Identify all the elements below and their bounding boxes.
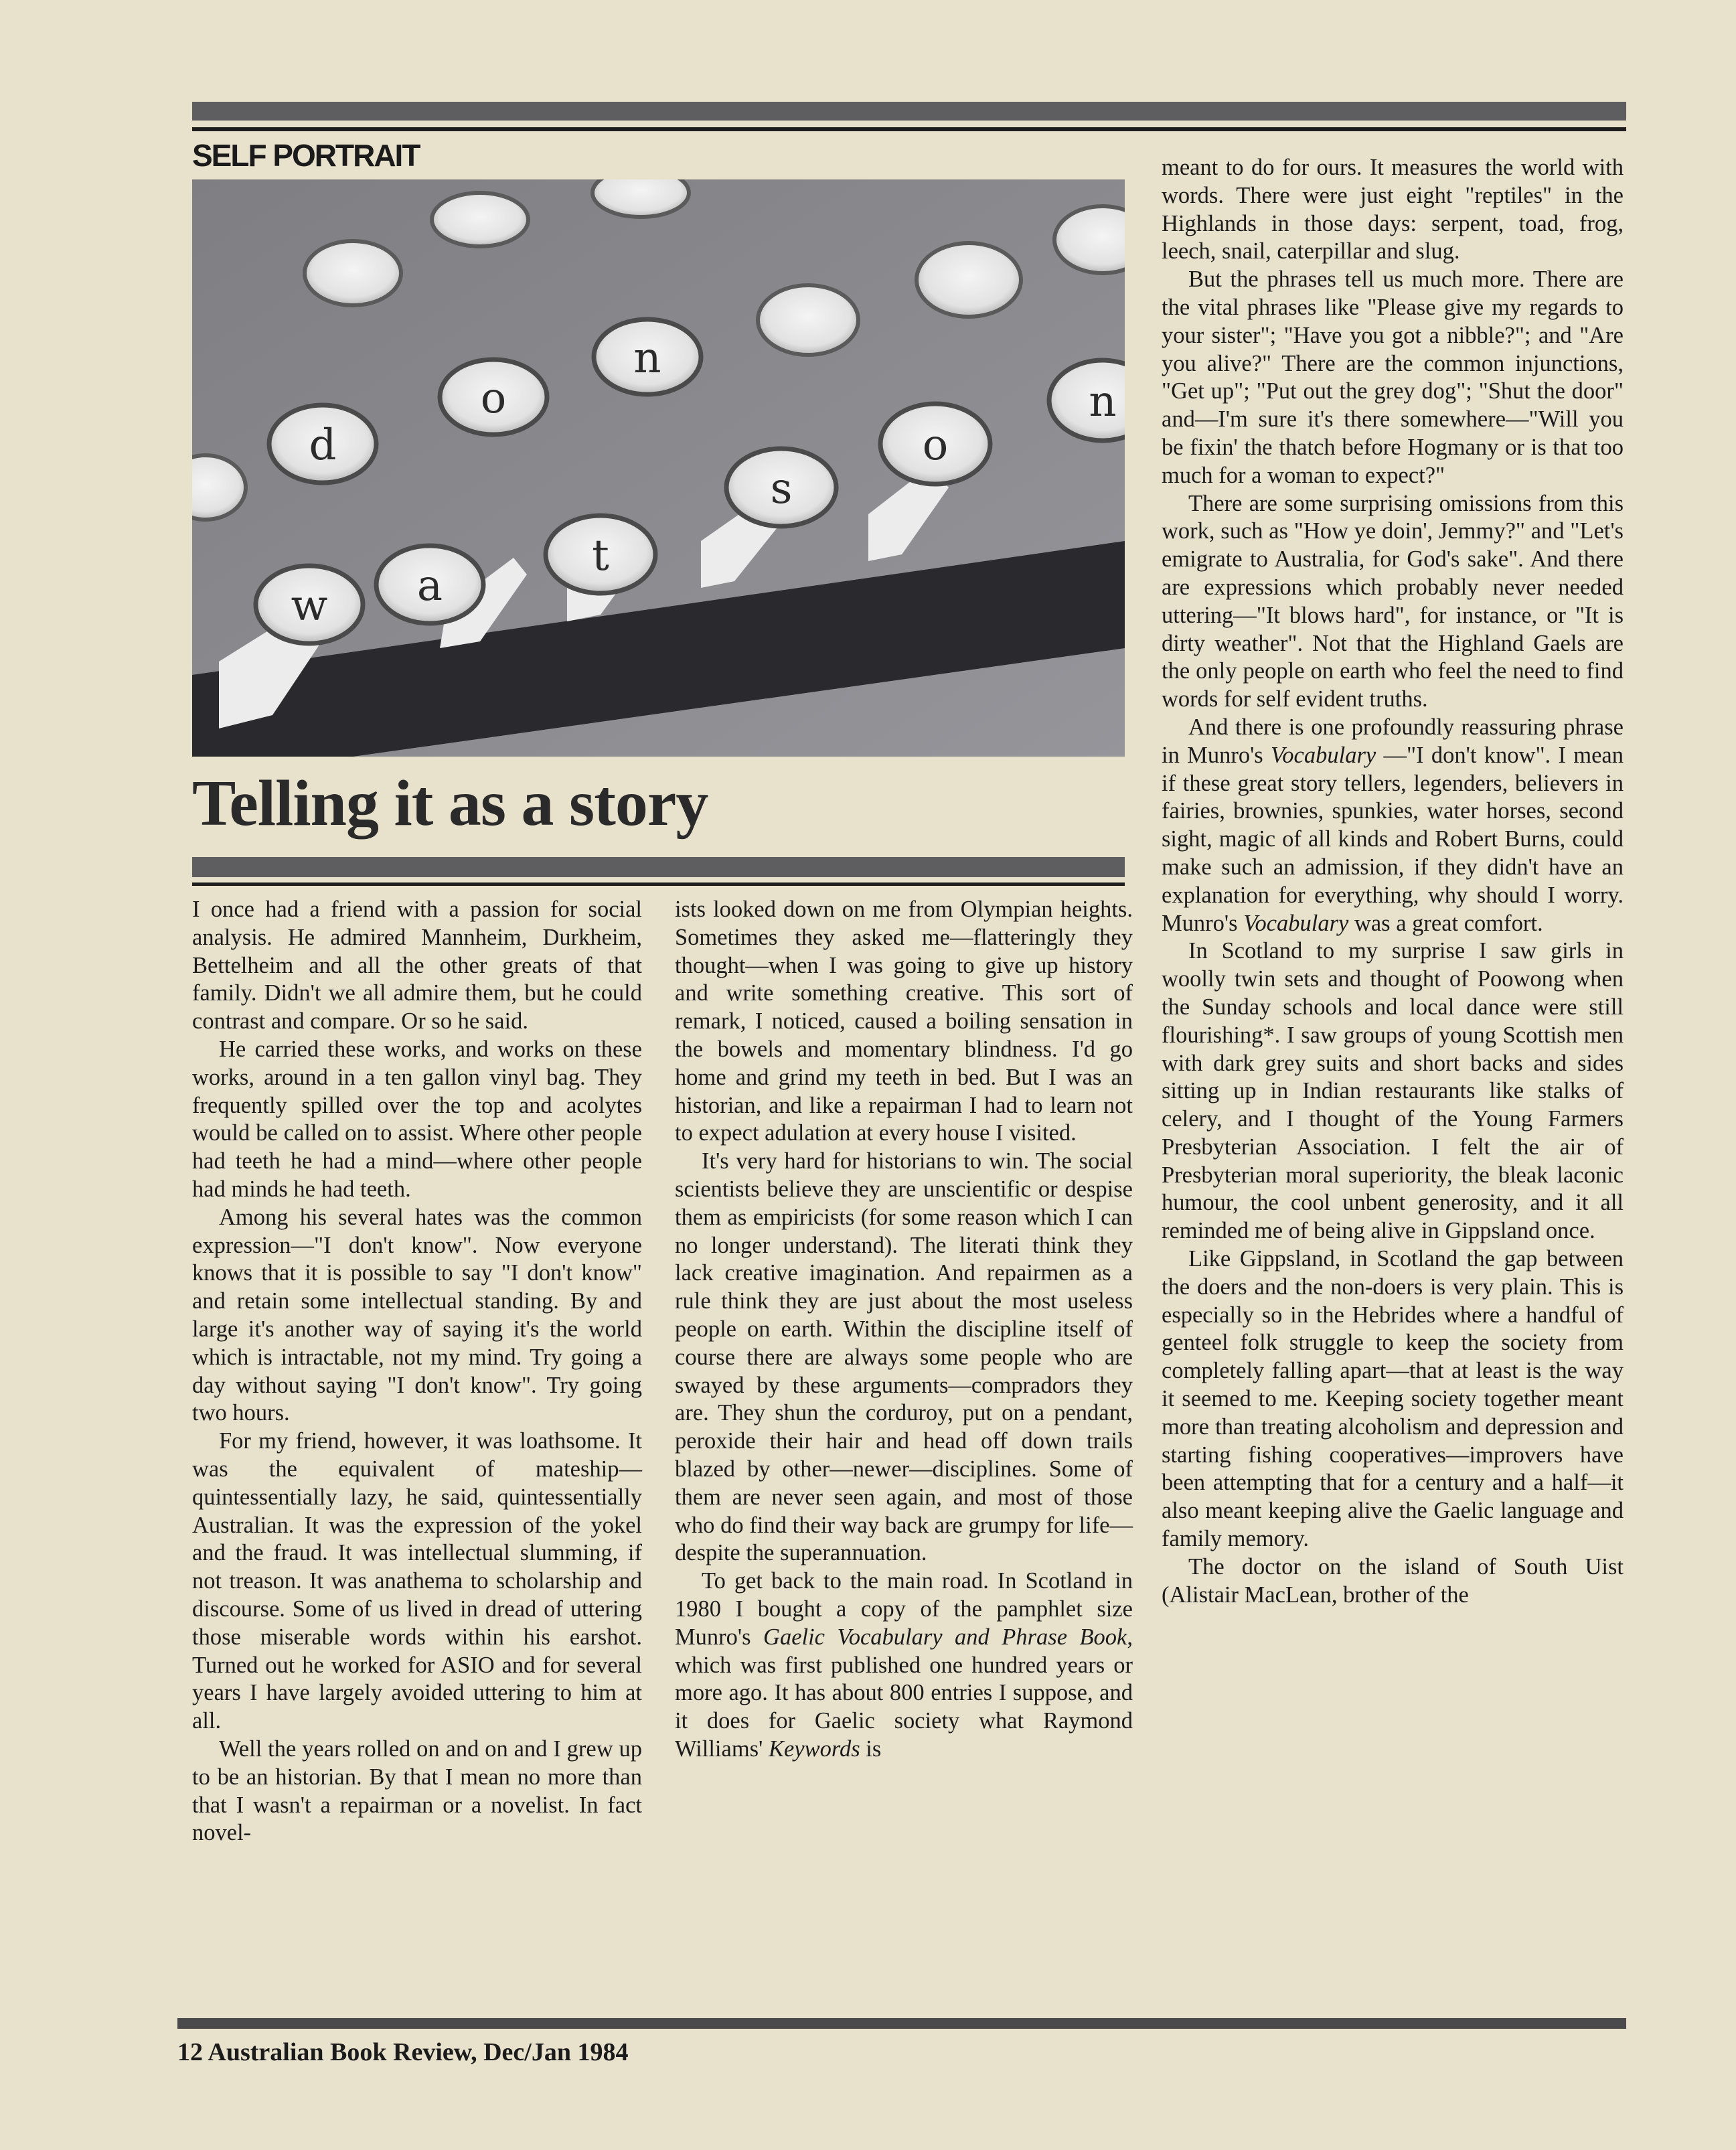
section-label: SELF PORTRAIT: [192, 138, 420, 173]
paragraph: Like Gippsland, in Scotland the gap between the doers and the non-doers is very plain. This is especially so in the Hebrides where a handful of genteel folk struggle to keep the society from completely falling apart—that at least is the way it seemed to me. Keeping society together meant more than treating alcoholism and depression and starting fishing cooperatives—improvers have been attempting that for a century and a half—it also meant keeping alive the Gaelic language and family memory.: [1162, 1246, 1624, 1552]
typewriter-key: [880, 404, 990, 484]
typewriter-key: [594, 319, 701, 394]
typewriter-key: [546, 516, 655, 593]
text-run: , which was first published one hundred years or more ago. It has about 800 entries I suppose, and it does for Gaelic society what Raymond Williams': [675, 1624, 1133, 1762]
key-letter: s: [770, 464, 793, 514]
typewriter-keys-illustration: [192, 179, 1125, 757]
key-letter: t: [592, 531, 609, 581]
typewriter-key: [376, 546, 483, 623]
text-run: is: [860, 1736, 882, 1762]
key-letter: w: [291, 581, 328, 631]
page-footer: 12 Australian Book Review, Dec/Jan 1984: [177, 2038, 629, 2066]
typewriter-key: [440, 360, 547, 435]
text-run: To get back to the main road. In Scotland in 1980 I bought a copy of the pamphlet size Munro's: [675, 1568, 1133, 1650]
top-rule-thin: [192, 127, 1626, 131]
paragraph: For my friend, however, it was loathsome. It was the equivalent of mateship—quintessentially lazy, he said, quintessentially Australian. It was the expression of the yokel and the fraud. It was intellectual slumming, if not treason. It was anathema to scholarship and discourse. Some of us lived in dread of uttering those miserable words within his earshot. Turned out he worked for ASIO and for several years I have largely avoided uttering to him at all.: [192, 1428, 642, 1734]
text-run: —"I don't know". I mean if these great story tellers, legenders, believers in fairies, brownies, spunkies, water horses, second sight, magic of all kinds and Robert Burns, could make such an admission, if they didn't have an explanation for everything, why should I worry. Munro's: [1162, 742, 1624, 936]
paragraph: Well the years rolled on and on and I grew up to be an historian. By that I mean no more than that I wasn't a repairman or a novelist. In fact novel-: [192, 1736, 642, 1846]
key-letter: o: [480, 374, 507, 423]
footer-rule: [177, 2018, 1626, 2029]
key-letter: n: [1089, 377, 1117, 427]
typewriter-key: [726, 449, 836, 526]
paragraph: He carried these works, and works on these works, around in a ten gallon vinyl bag. They frequently spilled over the top and acolytes would be called on to assist. Where other people had teeth he had a mind—where other people had minds he had teeth.: [192, 1036, 642, 1202]
key-letter: n: [633, 333, 661, 383]
headline: Telling it as a story: [192, 767, 708, 840]
article-column-3: [1162, 154, 1624, 1609]
paragraph: [1162, 714, 1624, 937]
paragraph: Among his several hates was the common expression—"I don't know". Now everyone knows that it is possible to say "I don't know" and retain some intellectual standing. By and large it's another way of saying it's the world which is intractable, not my mind. Try going a day without saying "I don't know". Try going two hours.: [192, 1204, 642, 1426]
paragraph: meant to do for ours. It measures the world with words. There were just eight "reptiles" in the Highlands in those days: serpent, toad, frog, leech, snail, caterpillar and slug.: [1162, 155, 1624, 264]
article-column-1: [192, 896, 642, 1847]
paragraph: [675, 1567, 1133, 1764]
top-rule: [192, 102, 1626, 121]
paragraph: ists looked down on me from Olympian heights. Sometimes they asked me—flatteringly they thought—when I was going to give up history and write something creative. This sort of remark, I noticed, caused a boiling sensation in the bowels and momentary blindness. I'd go home and grind my teeth in bed. But I was an historian, and like a repairman I had to learn not to expect adulation at every house I visited.: [675, 897, 1133, 1146]
text-run: was a great comfort.: [1348, 910, 1543, 936]
typewriter-key: [269, 405, 376, 483]
headline-rule: [192, 857, 1125, 877]
headline-rule-thin: [192, 882, 1125, 886]
key-letter: o: [922, 420, 949, 470]
paragraph: The doctor on the island of South Uist (Alistair MacLean, brother of the: [1162, 1553, 1624, 1608]
paragraph: In Scotland to my surprise I saw girls in woolly twin sets and thought of Poowong when the Sunday schools and local dance were still flourishing*. I saw groups of young Scottish men with dark grey suits and short backs and sides sitting up in Indian restaurants like stalks of celery, and I thought of the Young Farmers Presbyterian Association. I felt the air of Presbyterian moral superiority, the bleak laconic humour, the cool unbent generosity, and it all reminded me of being alive in Gippsland once.: [1162, 938, 1624, 1244]
article-column-2: [675, 896, 1133, 1764]
paragraph: But the phrases tell us much more. There are the vital phrases like "Please give my regards to your sister"; "Have you got a nibble?"; and "Are you alive?" There are the common injunctions, "Get up"; "Put out the grey dog"; "Shut the door" and—I'm sure it's there somewhere—"Will you be fixin' the thatch before Hogmany or is that too much for a woman to expect?": [1162, 266, 1624, 488]
book-title: Vocabulary: [1271, 742, 1376, 768]
book-title: Keywords: [768, 1736, 860, 1762]
typewriter-key: [256, 566, 363, 643]
key-letter: a: [416, 561, 443, 611]
key-letter: d: [309, 420, 337, 470]
paragraph: There are some surprising omissions from this work, such as "How ye doin', Jemmy?" and "Let's emigrate to Australia, for God's sake". And there are expressions which probably never needed uttering—"It blows hard", for instance, or "It is dirty weather". Not that the Highland Gaels are the only people on earth who feel the need to find words for self evident truths.: [1162, 490, 1624, 712]
book-title: Vocabulary: [1243, 910, 1349, 936]
paragraph: I once had a friend with a passion for social analysis. He admired Mannheim, Durkheim, Bettelheim and all the other greats of that family. Didn't we all admire them, but he could contrast and compare. Or so he said.: [192, 897, 642, 1034]
text-run: And there is one profoundly reassuring phrase in Munro's: [1162, 714, 1624, 768]
paragraph: It's very hard for historians to win. The social scientists believe they are unscientific or despise them as empiricists (for some reason which I can no longer understand). The literati think they lack creative imagination. And repairmen as a rule think they are just about the most useless people on earth. Within the discipline itself of course there are always some people who are swayed by these arguments—compradors they are. They shun the corduroy, put on a pendant, peroxide their hair and head off down trails blazed by other—newer—disciplines. Some of them are never seen again, and most of those who do find their way back are grumpy for life—despite the superannuation.: [675, 1148, 1133, 1566]
typewriter-keys-photo: [192, 179, 1125, 757]
book-title: Gaelic Vocabulary and Phrase Book: [763, 1624, 1127, 1650]
